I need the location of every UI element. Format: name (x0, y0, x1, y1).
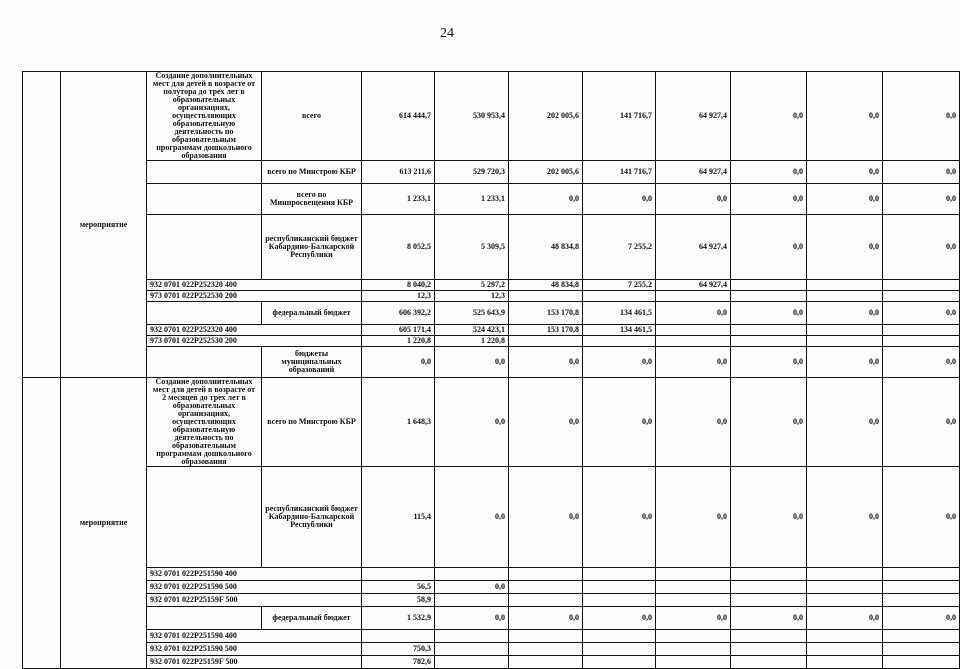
empty-column-cell (23, 72, 61, 378)
value-cell (362, 630, 435, 643)
funding-source-cell: всего (262, 72, 362, 161)
table-row (23, 656, 960, 669)
value-cell: 0,0 (883, 161, 960, 184)
value-cell: 529 720,3 (435, 161, 509, 184)
value-cell: 0,0 (807, 302, 883, 325)
item-name-cell (147, 347, 262, 378)
value-cell (731, 280, 807, 291)
value-cell: 0,0 (883, 378, 960, 467)
item-name-cell (147, 184, 262, 215)
value-cell (731, 336, 807, 347)
value-cell: 0,0 (509, 467, 583, 568)
value-cell: 0,0 (509, 607, 583, 630)
budget-code-cell: 973 0701 022P252530 200 (147, 291, 362, 302)
value-cell: 0,0 (731, 215, 807, 280)
budget-code-cell: 973 0701 022P252530 200 (147, 336, 362, 347)
item-name-cell (147, 467, 262, 568)
funding-source-cell: республиканский бюджет Кабардино-Балкарской Республики (262, 467, 362, 568)
table-row (23, 568, 960, 581)
value-cell: 0,0 (509, 378, 583, 467)
table-row (23, 594, 960, 607)
value-cell: 0,0 (435, 347, 509, 378)
value-cell (509, 643, 583, 656)
value-cell: 0,0 (583, 184, 656, 215)
value-cell: 0,0 (583, 467, 656, 568)
value-cell: 525 643,9 (435, 302, 509, 325)
value-cell (807, 656, 883, 669)
value-cell (583, 594, 656, 607)
value-cell: 0,0 (656, 467, 731, 568)
value-cell (435, 643, 509, 656)
table-row (23, 630, 960, 643)
value-cell (656, 291, 731, 302)
value-cell: 1 233,1 (362, 184, 435, 215)
value-cell (883, 325, 960, 336)
value-cell (883, 656, 960, 669)
funding-source-cell: всего по Минпросвещения КБР (262, 184, 362, 215)
table-row (23, 215, 960, 280)
item-type-cell: мероприятие (61, 72, 147, 378)
value-cell: 0,0 (435, 467, 509, 568)
table-row (23, 336, 960, 347)
value-cell: 141 716,7 (583, 161, 656, 184)
value-cell (807, 336, 883, 347)
value-cell: 0,0 (807, 72, 883, 161)
table-row (23, 184, 960, 215)
value-cell: 1 532,9 (362, 607, 435, 630)
table-row (23, 643, 960, 656)
value-cell (583, 643, 656, 656)
value-cell: 0,0 (807, 467, 883, 568)
value-cell (435, 656, 509, 669)
value-cell: 5 297,2 (435, 280, 509, 291)
value-cell: 202 005,6 (509, 161, 583, 184)
table-row (23, 378, 960, 467)
value-cell (807, 325, 883, 336)
value-cell (807, 280, 883, 291)
value-cell (583, 581, 656, 594)
table-row (23, 581, 960, 594)
value-cell (656, 568, 731, 581)
table-row (23, 467, 960, 568)
value-cell: 0,0 (883, 184, 960, 215)
value-cell: 0,0 (656, 347, 731, 378)
value-cell (883, 291, 960, 302)
value-cell (583, 656, 656, 669)
value-cell (883, 336, 960, 347)
value-cell: 0,0 (883, 467, 960, 568)
value-cell: 134 461,5 (583, 325, 656, 336)
value-cell (731, 568, 807, 581)
value-cell (435, 568, 509, 581)
value-cell: 12,3 (362, 291, 435, 302)
value-cell: 0,0 (807, 378, 883, 467)
empty-column-cell (23, 378, 61, 669)
value-cell (656, 581, 731, 594)
value-cell: 614 444,7 (362, 72, 435, 161)
value-cell (509, 291, 583, 302)
value-cell (807, 643, 883, 656)
value-cell: 48 834,8 (509, 280, 583, 291)
table-row (23, 291, 960, 302)
value-cell: 0,0 (731, 347, 807, 378)
value-cell: 1 220,8 (362, 336, 435, 347)
value-cell: 0,0 (656, 184, 731, 215)
item-type-cell: мероприятие (61, 378, 147, 669)
value-cell: 7 255,2 (583, 215, 656, 280)
value-cell: 0,0 (362, 347, 435, 378)
value-cell: 5 309,5 (435, 215, 509, 280)
value-cell: 0,0 (583, 378, 656, 467)
value-cell (509, 630, 583, 643)
value-cell (656, 656, 731, 669)
funding-source-cell: всего по Минстрою КБР (262, 161, 362, 184)
item-name-cell (147, 302, 262, 325)
value-cell: 134 461,5 (583, 302, 656, 325)
value-cell (362, 568, 435, 581)
page-number: 24 (440, 26, 454, 41)
value-cell: 7 255,2 (583, 280, 656, 291)
budget-code-cell: 932 0701 022P251590 500 (147, 643, 362, 656)
table-row (23, 302, 960, 325)
value-cell (583, 336, 656, 347)
funding-source-cell: бюджеты муниципальных образований (262, 347, 362, 378)
value-cell: 0,0 (883, 302, 960, 325)
value-cell: 0,0 (583, 607, 656, 630)
value-cell: 0,0 (731, 302, 807, 325)
value-cell (731, 643, 807, 656)
value-cell: 0,0 (435, 378, 509, 467)
value-cell (883, 594, 960, 607)
value-cell: 0,0 (731, 161, 807, 184)
value-cell (883, 568, 960, 581)
value-cell (883, 581, 960, 594)
value-cell: 8 040,2 (362, 280, 435, 291)
value-cell: 64 927,4 (656, 280, 731, 291)
item-name-cell (147, 215, 262, 280)
value-cell (883, 643, 960, 656)
value-cell: 0,0 (807, 347, 883, 378)
funding-source-cell: федеральный бюджет (262, 302, 362, 325)
value-cell (807, 594, 883, 607)
value-cell (583, 568, 656, 581)
value-cell: 0,0 (731, 467, 807, 568)
value-cell: 0,0 (731, 72, 807, 161)
funding-source-cell: республиканский бюджет Кабардино-Балкарской Республики (262, 215, 362, 280)
value-cell (656, 325, 731, 336)
value-cell (731, 594, 807, 607)
value-cell (807, 581, 883, 594)
value-cell (807, 291, 883, 302)
value-cell: 530 953,4 (435, 72, 509, 161)
value-cell: 0,0 (807, 184, 883, 215)
value-cell: 0,0 (656, 378, 731, 467)
value-cell (583, 630, 656, 643)
value-cell (731, 325, 807, 336)
value-cell (435, 594, 509, 607)
value-cell: 202 005,6 (509, 72, 583, 161)
table-row (23, 607, 960, 630)
item-name-cell (147, 607, 262, 630)
value-cell: 0,0 (883, 347, 960, 378)
value-cell: 58,9 (362, 594, 435, 607)
value-cell: 0,0 (731, 607, 807, 630)
table-row (23, 161, 960, 184)
value-cell: 0,0 (883, 72, 960, 161)
value-cell: 1 648,3 (362, 378, 435, 467)
value-cell (883, 280, 960, 291)
table-row (23, 347, 960, 378)
value-cell: 12,3 (435, 291, 509, 302)
budget-code-cell: 932 0701 022P252320 400 (147, 280, 362, 291)
value-cell: 605 171,4 (362, 325, 435, 336)
value-cell (656, 643, 731, 656)
value-cell: 153 170,8 (509, 302, 583, 325)
value-cell: 0,0 (807, 607, 883, 630)
table-row (23, 325, 960, 336)
value-cell: 0,0 (807, 215, 883, 280)
value-cell (509, 581, 583, 594)
value-cell (509, 594, 583, 607)
value-cell (656, 594, 731, 607)
budget-code-cell: 932 0701 022P25159F 500 (147, 594, 362, 607)
value-cell (509, 336, 583, 347)
value-cell: 153 170,8 (509, 325, 583, 336)
value-cell (731, 581, 807, 594)
value-cell (583, 291, 656, 302)
value-cell (435, 630, 509, 643)
value-cell: 524 423,1 (435, 325, 509, 336)
value-cell: 8 052,5 (362, 215, 435, 280)
value-cell: 0,0 (509, 347, 583, 378)
value-cell (509, 656, 583, 669)
funding-source-cell: федеральный бюджет (262, 607, 362, 630)
value-cell: 48 834,8 (509, 215, 583, 280)
value-cell: 0,0 (731, 184, 807, 215)
value-cell: 115,4 (362, 467, 435, 568)
item-name-cell: Создание дополнительных мест для детей в возрасте от полутора до трех лет в образовательных организациях, осуществляющих образовательную деятельность по образовательным программам дошкольного образования (147, 72, 262, 161)
budget-code-cell: 932 0701 022P251590 500 (147, 581, 362, 594)
budget-code-cell: 932 0701 022P251590 400 (147, 568, 362, 581)
value-cell: 0,0 (435, 581, 509, 594)
value-cell: 56,5 (362, 581, 435, 594)
value-cell (731, 630, 807, 643)
value-cell: 0,0 (583, 347, 656, 378)
item-name-cell: Создание дополнительных мест для детей в возрасте от 2 месяцев до трех лет в образовательных организациях, осуществляющих образовательную деятельность по образовательным программам дошкольного образования (147, 378, 262, 467)
value-cell (807, 568, 883, 581)
value-cell: 0,0 (807, 161, 883, 184)
value-cell: 750,3 (362, 643, 435, 656)
value-cell: 606 392,2 (362, 302, 435, 325)
value-cell (656, 336, 731, 347)
value-cell: 64 927,4 (656, 161, 731, 184)
value-cell (656, 630, 731, 643)
budget-code-cell: 932 0701 022P25159F 500 (147, 656, 362, 669)
value-cell (731, 291, 807, 302)
value-cell: 613 211,6 (362, 161, 435, 184)
value-cell: 782,6 (362, 656, 435, 669)
table-row (23, 72, 960, 161)
value-cell (731, 656, 807, 669)
value-cell: 141 716,7 (583, 72, 656, 161)
value-cell: 0,0 (509, 184, 583, 215)
value-cell: 0,0 (656, 607, 731, 630)
value-cell: 0,0 (656, 302, 731, 325)
value-cell: 0,0 (731, 378, 807, 467)
budget-code-cell: 932 0701 022P251590 400 (147, 630, 362, 643)
item-name-cell (147, 161, 262, 184)
value-cell: 0,0 (435, 607, 509, 630)
value-cell (883, 630, 960, 643)
funding-source-cell: всего по Минстрою КБР (262, 378, 362, 467)
value-cell: 64 927,4 (656, 72, 731, 161)
value-cell: 1 233,1 (435, 184, 509, 215)
value-cell: 0,0 (883, 215, 960, 280)
value-cell: 0,0 (883, 607, 960, 630)
value-cell: 64 927,4 (656, 215, 731, 280)
value-cell (807, 630, 883, 643)
budget-table (22, 71, 960, 669)
value-cell (509, 568, 583, 581)
value-cell: 1 220,8 (435, 336, 509, 347)
table-row (23, 280, 960, 291)
budget-code-cell: 932 0701 022P252320 400 (147, 325, 362, 336)
